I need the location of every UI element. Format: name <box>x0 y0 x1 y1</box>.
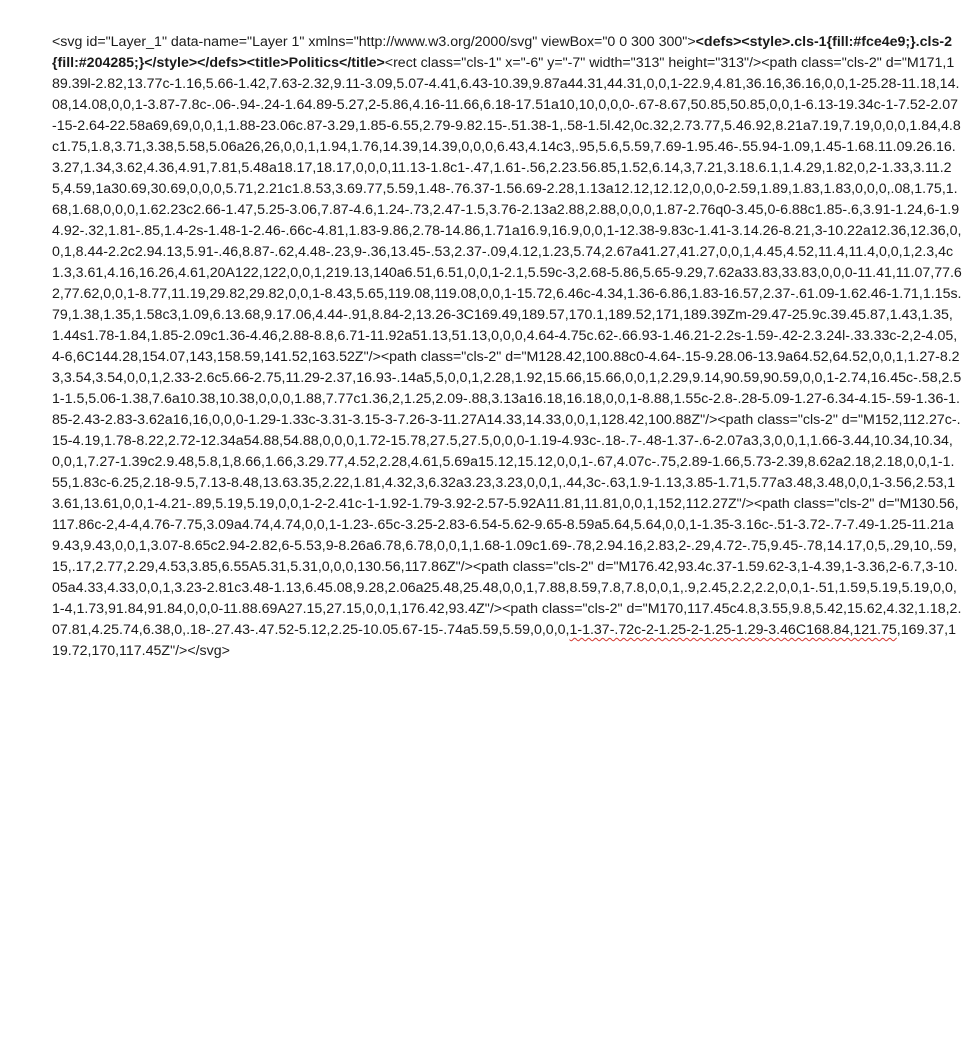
svg-source-text <box>52 32 962 662</box>
svg-paths-text: <rect class="cls-1" x="-6" y="-7" width="313" height="313"/><path class="cls-2" d="M171,189.39l-2.82,13.77c-1.16,5.66-1.42,7.63-2.32,9.11-3.09,5.07-4.41,6.43-10.39,9.87a44.31,44.31,0,0,1-22.9,4.81,36.16,36.16,0,0,1-25.28-11.18,14.08,14.08,0,0,1-3.87-7.8c-.06-.94-.24-1.64.89-5.27,2-5.86,4.16-11.66,6.18-17.51a10,10,0,0,0-.67-8.67,50.85,50.85,0,0,1-6.13-19.34c-1-7.52-2.07-15-2.64-22.58a69,69,0,0,1,1.88-23.06c.87-3.29,1.85-6.55,2.79-9.82.15-.51.38-1,.58-1.5l.42,0c.32,2.73.77,5.46.92,8.21a7.19,7.19,0,0,0,1.84,4.8c1.75,1.8,3.71,3.38,5.58,5.06a26,26,0,0,1,1.94,1.76,14.39,14.39,0,0,0,6.43,4.14c3,.95,5.6,5.59,7.69-1.95.46-.55.94-1.09,1.45-1.68.11.09.26.16.3.27,1.34,3.62,4.36,4.91,7.81,5.48a18.17,18.17,0,0,0,11.13-1.8c1-.47,1.61-.56,2.23.56.85,1.52,6.14,3,7.21,3.18.6.1,1.4.29,1.82,0,2-1.33,3.11.25,4.59,1a30.69,30.69,0,0,0,5.71,2.21c1.8.53,3.69.77,5.59,1.48-.76.37-1.56.69-2.28,1.13a12.12,12.12,0,0,0-2.59,1.89,1.83,1.83,0,0,0,.08,1.75,1.68,1.68,0,0,0,1.62.23c2.66-1.47,5.25-3.06,7.87-4.6,1.24-.73,2.47-1.5,3.76-2.13a2.88,2.88,0,0,0,1.87-2.76q0-3.45,0-6.88c1.85-.6,3.91-1.24,6-1.94.92-.32,1.81-.85,1.4-2s-1.48-1-2.46-.66c-4.81,1.83-9.86,2.78-14.86,1.71a16.9,16.9,0,0,1-12.38-9.83c-1.41-3.14.26-8.21,3-10.22a12.36,12.36,0,0,1,8.44-2.2c2.94.13,5.91-.46,8.87-.62,4.48-.23,9-.36,13.45-.53,2.37-.09,4.12,1.23,5.74,2.67a41.27,41.27,0,0,1,4.45,4.52,11.4,11.4,0,0,1,2.3,4c1.3,3.61,4.16,16.26,4.61,20A122,122,0,0,1,219.13,140a6.51,6.51,0,0,1-2.1,5.59c-3,2.68-5.86,5.65-9.29,7.62a33.83,33.83,0,0,0-11.41,11.07,77.62,77.62,0,0,1-8.77,11.19,29.82,29.82,0,0,1-8.43,5.65,119.08,119.08,0,0,1-15.72,6.46c-4.34,1.36-6.86,1.83-16.57,2.37-.61.09-1.62.46-1.71,1.15s.79,1.38,1.35,1.58c3,1.09,6.13.68,9.17.06,4.44-.91,8.84-2,13.26-3C169.49,189.57,170.1,189.52,171,189.39Zm-29.47-25.9c.39.45.87,1.43,1.35,1.44s1.78-1.84,1.85-2.09c1.36-4.46,2.88-8.8,6.71-11.92a51.13,51.13,0,0,0,4.64-4.75c.62-.66.93-1.46.21-2.2s-1.59-.42-2.3.24l-.33.33c-2,2-4.05,4-6,6C144.28,154.07,143,158.59,141.52,163.52Z"/><path class="cls-2" d="M128.42,100.88c0-4.64-.15-9.28.06-13.9a64.52,64.52,0,0,1,1.27-8.23,3.54,3.54,0,0,1,2.33-2.6c5.66-2.75,11.29-2.37,16.93-.14a5,5,0,0,1,2.28,1.92,15.66,15.66,0,0,1,2.29,9.14,90.59,90.59,0,0,1-2.74,16.45c-.58,2.51-1.5,5.06-1.38,7.6a10.38,10.38,0,0,0,1.88,7.77c1.36,2,1.25,2.09-.88,3.13a16.18,16.18,0,0,1-8.88,1.55c-2.8-.28-5.09-1.27-6.34-4.15-.59-1.36-1.85-2.43-2.83-3.62a16,16,0,0,0-1.29-1.33c-3.31-3.15-3-7.26-3-11.27A14.33,14.33,0,0,1,128.42,100.88Z"/><path class="cls-2" d="M152,112.27c-.15-4.19,1.78-8.22,2.72-12.34a54.88,54.88,0,0,0,1.72-15.78,27.5,27.5,0,0,0-1.19-4.93c-.18-.7-.48-1.37-.6-2.07a3,3,0,0,1,1.66-3.44,10.34,10.34,0,0,1,7.27-1.39c2.9.48,5.8,1,8.66,1.66,3.29.77,4.52,2.28,4.61,5.69a15.12,15.12,0,0,1-.67,4.07c-.75,2.89-1.66,5.73-2.39,8.62a2.18,2.18,0,0,1-1.55,1.83c-6.25,2.18-9.5,7.13-8.48,13.63.35,2.22,1.81,4.32,3,6.32a3.23,3.23,0,0,1,.44,3c-.63,1.9-1.13,3.85-1.71,5.77a3.48,3.48,0,0,1-3.56,2.53,13.61,13.61,0,0,1-4.21-.89,5.19,5.19,0,0,1-2-2.41c-1-1.92-1.79-3.92-2.57-5.92A11.81,11.81,0,0,1,152,112.27Z"/><path class="cls-2" d="M130.56,117.86c-2,4-4,4.76-7.75,3.09a4.74,4.74,0,0,1-1.23-.65c-3.25-2.83-6.54-5.62-9.65-8.59a5.64,5.64,0,0,1-1.35-3.16c-.51-3.72-.7-7.49-1.25-11.21a9.43,9.43,0,0,1,3.07-8.65c2.94-2.82,6-5.53,9-8.26a6.78,6.78,0,0,1,1.68-1.09c1.69-.78,2.94.16,2.83,2-.29,4.72-.75,9.45-.78,14.17,0,5,.29,10,.59,15,.17,2.77,2.29,4.53,3.85,6.55A5.31,5.31,0,0,0,130.56,117.86Z"/><path class="cls-2" d="M176.42,93.4c.37-1.59.62-3,1-4.39,1-3.36,2-6.7,3-10.05a4.33,4.33,0,0,1,3.23-2.81c3.48-1.13,6.45.08,9.28,2.06a25.48,25.48,0,0,1,7.88,8.59,7.8,7.8,0,0,1,.9,2.45,2.2,2.2,0,0,1-.51,1.59,5.19,5.19,0,0,1-4,1.73,91.84,91.84,0,0,0-11.88.69A27.15,27.15,0,0,1,176.42,93.4Z"/><path class="cls-2" d="M170,117.45c4.8,3.55,9.8,5.42,15.62,4.32,1.18,2.07.81,4.25.74,6.38,0,.18-.27.43-.47.52-5.12,2.25-10.05.67-15-.74a5.59,5.59,0,0,0, <box>52 55 962 638</box>
svg-defs-title-text: <defs><style>.cls-1{fill:#fce4e9;}.cls-2{fill:#204285;}</style></defs><title>Politics</title> <box>52 34 952 71</box>
spellcheck-underlined-text: 1-1.37-.72c-2-1.25-2-1.25-1.29-3.46C168.84,121.75 <box>569 622 897 638</box>
svg-closing-text: ,169.37,119.72,170,117.45Z"/></svg> <box>52 622 956 659</box>
svg-open-tag-text: <svg id="Layer_1" data-name="Layer 1" xmlns="http://www.w3.org/2000/svg" viewBox="0 0 300 300"> <box>52 34 696 50</box>
